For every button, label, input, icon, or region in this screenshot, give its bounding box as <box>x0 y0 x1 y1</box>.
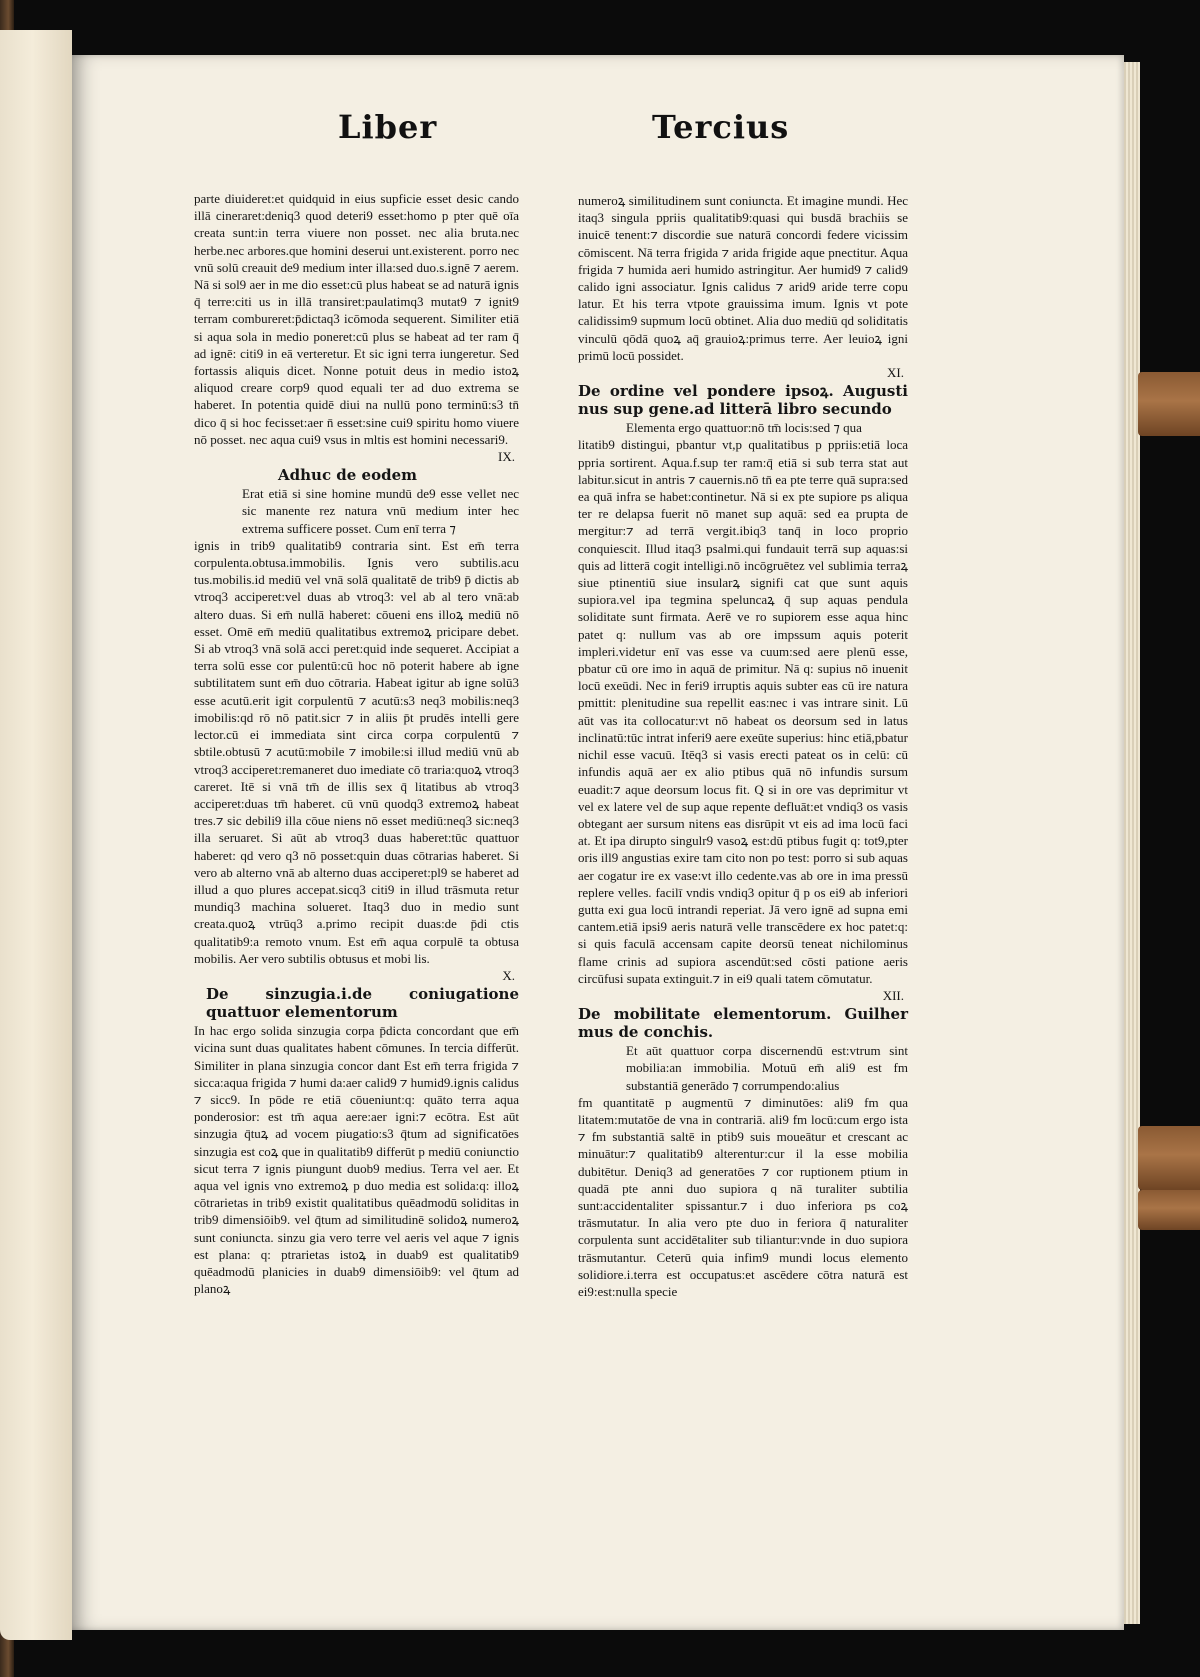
body-paragraph: numeroꝝ similitudinem sunt coniuncta. Et imagine mundi. Hec itaq3 singula ppriis qualitatib9:quasi qui busdā brachiis se inuicē tenent:⁊ discordie sue naturā concordi federe vicissim cōmiscent. Nā terra frigida ⁊ arida frigide aque pnectitur. Aqua frigida ⁊ humida aeri humido astringitur. Aer humid9 ⁊ calid9 calido igni associatur. Ignis calidus ⁊ arid9 aride terre copu latur. Et his terra vtpote grauissima imum. Ignis vt pote calidissim9 supmum locū obtinet. Alia duo mediū qd soliditatis vinculū qōdā quoꝝ aq̄ grauioꝝ:primus terre. Aer leuioꝝ igni primū locū possidet. <box>578 193 908 363</box>
body-paragraph: Et aūt quattuor corpa discernendū est:vtrum sint mobilia:an immobilia. Motuū em̄ ali9 est fm substantiā generādo ⁊ corrumpendo:alius <box>626 1043 908 1093</box>
body-paragraph: fm quantitatē p augmentū ⁊ diminutōes: ali9 fm qua litatem:mutatōe de vna in contrariā. ali9 fm locū:cum ergo ista ⁊ fm substantiā saltē in ptib9 suis moueātur et crescant ac minuātur:⁊ qualitatib9 alterentur:cur il la esse mobilia dubitētur. Deniq3 ad generatōes ⁊ cor ruptionem ptium in quadā pte anni duo supiora q nā turaliter subtilia sunt:accidentaliter spissantur.⁊ i duo inferiora ps coꝝ trāsmutatur. In alia vero pte duo in feriora q̄ naturaliter corpulenta sunt accidētaliter sub tiliantur:vnde in duo supiora trāsmutantur. Ceterū quia infim9 mundi locus elemento solidiore.i.terra est occupatus:et ascēdere cōtra naturā est ei9:est:nulla specie <box>578 1094 908 1299</box>
leather-clasp-strap <box>1138 372 1200 436</box>
left-page-edge <box>0 30 72 1640</box>
body-paragraph: parte diuideret:et quidquid in eius supficie esset desic cando illā cineraret:deniq3 quod deteri9 esset:homo p pter quē oīa creata sunt:in terra viuere non posset. nec alia bruta.nec herbe.nec arbores.que homini deserui unt.existerent. porro nec vnū solū creauit de9 medium inter illa:sed duo.s.ignē ⁊ aerem. Nā si sol9 aer in me dio esset:cū plus habeat se ad naturā ignis q̄ terre:citi us in illā transiret:paulatimq3 mutat9 ⁊ ignit9 terram combureret:p̄dictaq3 icōmoda sequerent. Similiter etiā si aqua sola in medio poneret:cū plus se habeat ad ter ram q̄ ad ignē: citi9 in eā verteretur. Et sic igni terra iungeretur. Sed fortassis aliquis dicet. Nonne potuit deus in medio istoꝝ aliquod creare corp9 quod equali ter ad duo extrema se haberet. In potentia quidē diui na nullū pono terminū:s3 tn̄ dico q̄ si hoc fecisset:aer n̄ esset:sine cui9 spiritu homo viuere nō posset. nec aqua cui9 vsus in mltis est homini necessari9. <box>194 191 519 447</box>
chapter-number: XII. <box>882 987 904 1003</box>
body-paragraph: Erat etiā si sine homine mundū de9 esse vellet nec sic manente rez natura vnū medium inter hec extrema sufficere posset. Cum enī terra ⁊ <box>242 486 519 536</box>
chapter-heading: De ordine vel pondere ipsoꝝ. Augusti nus sup gene.ad litterā libro secundo <box>578 382 908 419</box>
leather-clasp-strap <box>1138 1190 1200 1230</box>
chapter-heading: Adhuc de eodem <box>278 466 417 485</box>
body-paragraph: In hac ergo solida sinzugia corpa p̄dicta concordant que em̄ vicina sunt duas qualitates habent cōmunes. In tercia differūt. Similiter in plana sinzugia concor dant Est em̄ terra frigida ⁊ sicca:aqua frigida ⁊ humi da:aer calid9 ⁊ humid9.ignis calidus ⁊ sicc9. In pōde re etiā cōueniunt:q: quāto terra aqua ponderosior: est tm̄ aqua aere:aer igni:⁊ ecōtra. Est aūt sinzugia q̄tuꝝ ad vocem piugatio:s3 q̄tum ad significatōes sinzugia est coꝝ que in qualitatib9 differūt p mediū coniunctio sicut terra ⁊ ignis piungunt duob9 medius. Terra vel aer. Et aqua vel ignis vno extremoꝝ p duo media est solida:q: illoꝝ cōtrarietas in trib9 existit qualitatibus quēadmodū soliditas in trib9 dimensiōib9. vel q̄tum ad similitudinē solidoꝝ numeroꝝ sunt coniuncta. sinzu gia vero terre vel aeris vel aque ⁊ ignis est plana: q: ptrarietas istoꝝ in duab9 est qualitatib9 quēadmodū planicies in duab9 dimensiōib9: vel q̄tum ad planoꝝ <box>194 1023 519 1297</box>
body-paragraph: litatib9 distingui, pbantur vt,p qualitatibus p ppriis:etiā loca ppria sortirent. Aqua.f.sup ter ram:q̄ etiā si sub terra stat aut labitur.sicut in antris ⁊ cauernis.nō tn̄ ea pte terre quā supra:sed ea quā infra se habet:continetur. Nā si ex pte supiore ps aliqua ter re delapsa fuerit nō manet sup aquā: sed ea prupta de mergitur:⁊ ad terrā vergit.ibiq3 tanq̄ in loco proprio conquiescit. Illud itaq3 psalmi.qui fundauit terrā sup aquas:si quis ad litterā cogit intelligi.nō incōgruētez vel sublimia terraꝝ siue ptinentiū siue insularꝝ signifi cat que sunt aquis supiora.vel ipa tegmina speluncaꝝ q̄ sup aquas pendula soliditate sunt firmata. Aerē ve ro supiorem esse aqua hinc patet q: nullum vas ab ore impssum aquis poterit impleri.videtur enī vas esse va cuum:sed aere plenū esse, pbatur cū ore imo in aquā de primitur. Nā q: supius nō inuenit locū exeūdi. Nec in feri9 irruptis aquis subter eas cū ire natura pmittit: plenitudine sua repellit eas:nec i vas intrare sinit. Lū aūt vas ita collocatur:vt nō habeat os deorsum sed in latus inclinatū:tūc intrat inferi9 aere exeūte superius: hinc etiā,pbatur nichil esse vacuū. Itēq3 si vasis erecti pateat os in celū: cū infundis aquā aer ex alio ptibus quā nō infundis sursum euadit:⁊ aque deorsum locus fit. Q si in ore vas deprimitur vt vel ex latere vel de sup aque repente defluāt:et vndiq3 os vasis obtegant aer sursum nitens eas disrūpit vt eis ad ima locū faci at. Et ipa dirupto singulr9 vasoꝝ est:dū ptibus fugit q: tot9,pter oris ill9 angustias exire tam cito non po test: porro si sub aquas aer cogatur ire ex vase:vt illo cedente.vas ab ore in ima pressū replere velles. facilī vndis vndiq3 opitur q̄ p os ei9 ab inferiori gutta exi gua locū intrandi reperiat. Jā vero ignē ad supna emi cantem.etiā ipsi9 aeris naturā velle transcēdere ex hoc patet:q: si quis faculā accensam capite deorsū teneat nichilominus flame crinis ad supiora ascendūt:sed cōsti patione aeris circūfusi supata extinguit.⁊ in ei9 quali tatem cōmutatur. <box>578 437 908 986</box>
body-paragraph: Elementa ergo quattuor:nō tm̄ locis:sed ⁊ qua <box>626 420 862 436</box>
chapter-number: IX. <box>498 449 515 465</box>
chapter-number: XI. <box>887 365 904 381</box>
leather-clasp-strap <box>1138 1126 1200 1190</box>
running-head-right: Tercius <box>652 108 790 146</box>
body-paragraph: ignis in trib9 qualitatib9 contraria sint. Est em̄ terra corpulenta.obtusa.immobilis. Ignis vero subtilis.acu tus.mobilis.id mediū vel vnā solā qualitatē de trib9 p̄ dictis ab vtroq3 acciperet:vel duas ab vtroq3: vel ab al tero vnā:ab altero duas. Si em̄ nullā haberet: cōueni ens illoꝝ mediū nō esset. Omē em̄ mediū qualitatibus extremoꝝ pricipare debet. Si ab vtroq3 vnā solā acci peret:quid inde sequeret. Accipiat a terra solū esse cor pulentū:cū hoc nō poterit habere ab igne subtilitatem sunt em̄ duo cōtraria. Habeat igitur ab igne solū3 esse acutū.erit igit corpulentū ⁊ acutū:s3 neq3 mobilis:neq3 imobilis:qd rō nō patit.sicr ⁊ in aliis p̄t prudēs intelli gere lector.cū ei immediata sint circa corpa corpulentū ⁊ sbtile.obtusū ⁊ acutū:mobile ⁊ imobile:si illud mediū vnū ab vtroq3 acciperet:remaneret duo imediate cō traria:quoꝝ vtroq3 careret. Itē si vnā tm̄ de illis sex q̄ litatibus ab vtroq3 acciperet:duas tm̄ haberet. cū vnū quodq3 extremoꝝ habeat tres.⁊ sic debili9 illa cōue niens nō esset mediū:neq3 sic:neq3 illa seruaret. Si aūt ab vtroq3 duas haberet:tūc quattuor haberet: qd vero q3 nō posset:quin duas cōtrarias haberet. Si vero ab alterno vnā ab alterno duas acciperet:pl9 se haberet ad illud a quo plures accepat.sicq3 citi9 in illud trāsmuta retur mundiq3 machina solueret. Itaq3 duo in medio sunt creata.quoꝝ vtrūq3 a.primo recipit duas:de p̄di ctis qualitatib9:a remoto vnum. Est em̄ aqua corpulē ta obtusa mobilis. Aer vero subtilis obtusus et mobi lis. <box>194 537 519 966</box>
page-fore-edge <box>1124 62 1140 1624</box>
running-head-left: Liber <box>338 108 438 146</box>
chapter-heading: De mobilitate elementorum. Guilher mus de conchis. <box>578 1005 908 1042</box>
chapter-heading: De sinzugia.i.de coniugatione quattuor elementorum <box>206 985 519 1022</box>
text-column-right <box>578 192 908 1300</box>
chapter-number: X. <box>502 967 515 983</box>
text-column-left <box>194 190 519 1297</box>
